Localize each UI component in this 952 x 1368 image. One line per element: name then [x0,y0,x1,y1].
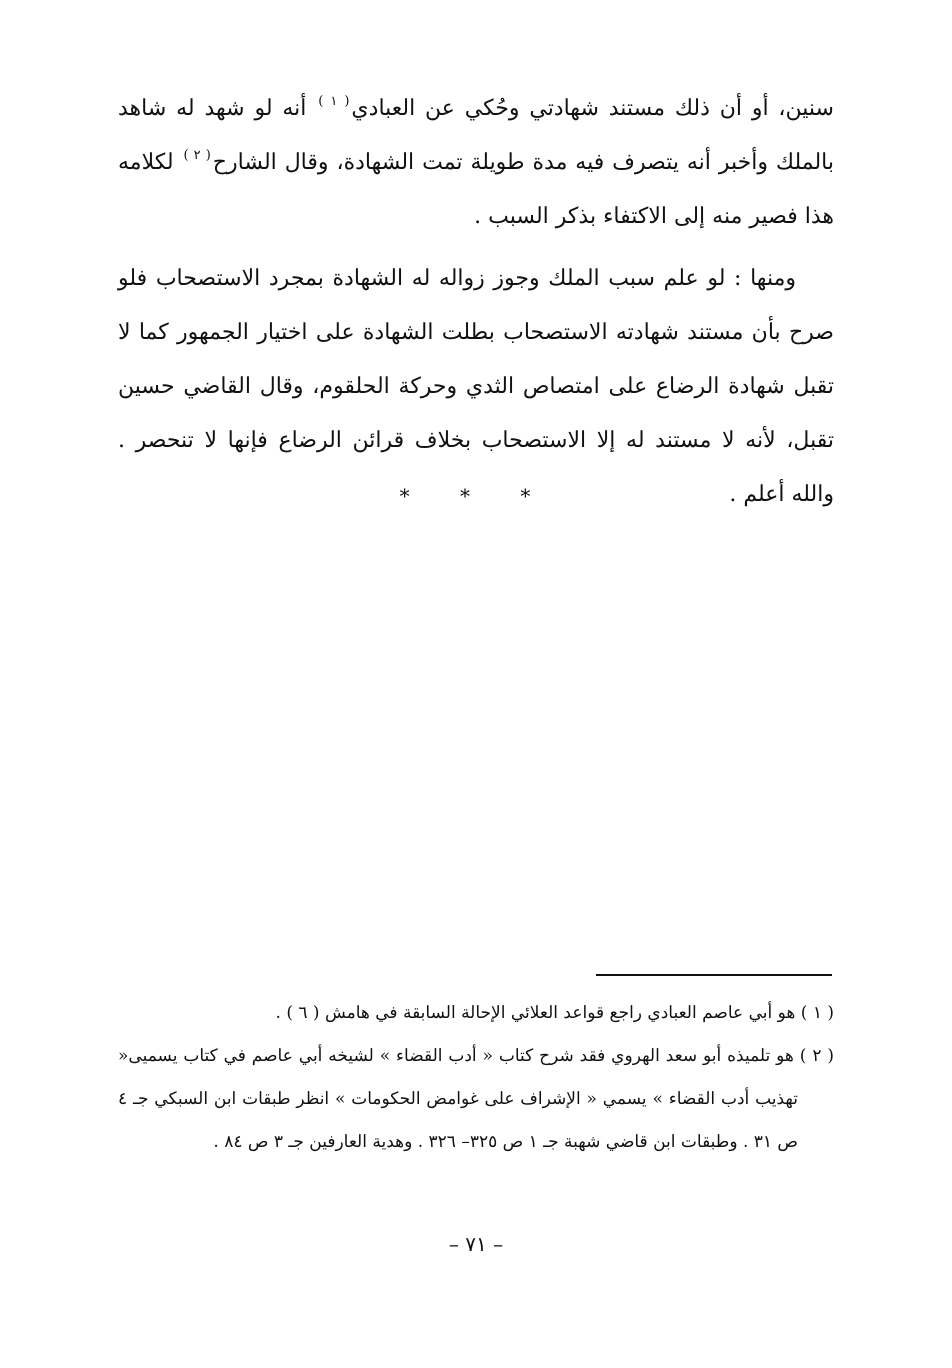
footnote-ref-2: ( ٢ ) [183,148,211,163]
paragraph-1-text-b: أنه لو شهد له شاهد بالملك وأخبر أنه يتصرف فيه مدة طويلة تمت الشهادة، وقال الشارح [118,96,834,175]
main-text [118,82,834,522]
paragraph-1-text-c: لكلامه هذا فصير منه إلى الاكتفاء بذكر السبب . [118,150,834,229]
page-number: – ٧١ – [448,1232,504,1256]
footnotes [118,992,834,1164]
footnote-2: ( ٢ ) هو تلميذه أبو سعد الهروي فقد شرح كتاب « أدب القضاء » لشيخه أبي عاصم في كتاب يسميى« تهذيب أدب القضاء » يسمي « الإشراف على غوامض الحكومات » انظر طبقات ابن السبكي جـ ٤ ص ٣١ . وطبقات ابن قاضي شهبة جـ ١ ص ٣٢٥– ٣٢٦ . وهدية العارفين جـ ٣ ص ٨٤ . [118,1046,834,1152]
footnote-divider [596,974,832,976]
footnote-ref-1: ( ١ ) [318,94,350,109]
paragraph-2: ومنها : لو علم سبب الملك وجوز زواله له الشهادة بمجرد الاستصحاب فلو صرح بأن مستند شهادته الاستصحاب بطلت الشهادة على اختيار الجمهور كما لا تقبل شهادة الرضاع على امتصاص الثدي وحركة الحلقوم، وقال القاضي حسين تقبل، لأنه لا مستند له إلا الاستصحاب بخلاف قرائن الرضاع فإنها لا تنحصر . والله أعلم . [118,266,834,507]
paragraph-1-text-a: سنين، أو أن ذلك مستند شهادتي وحُكي عن العبادي [351,96,834,121]
footnote-1: ( ١ ) هو أبي عاصم العبادي راجع قواعد العلائي الإحالة السابقة في هامش ( ٦ ) . [275,1003,834,1023]
section-separator: * * * [399,484,553,508]
paragraph-1 [118,82,834,244]
